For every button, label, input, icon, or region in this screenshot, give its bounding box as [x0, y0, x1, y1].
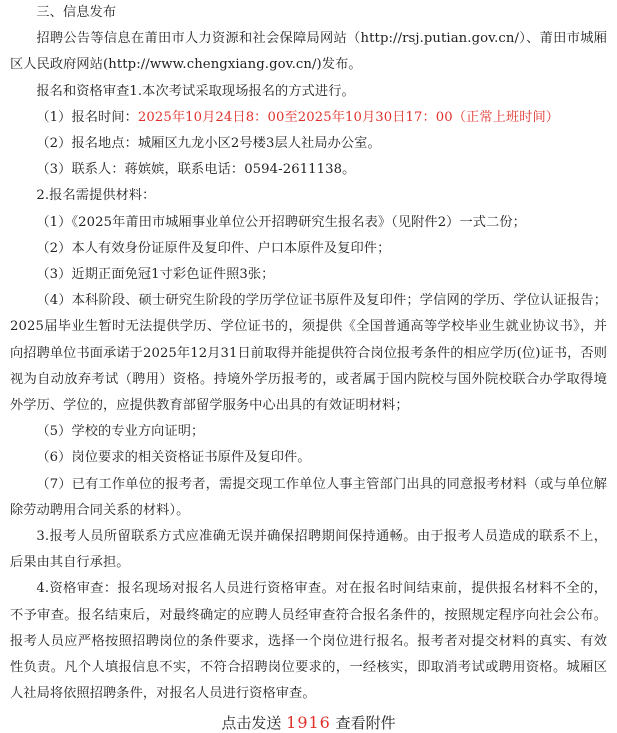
- paragraph-material-1: （1）《2025年莆田市城厢事业单位公开招聘研究生报名表》（见附件2）一式二份；: [36, 214, 526, 230]
- paragraph-materials-heading: 2.报名需提供材料：: [36, 188, 156, 204]
- footer-view-attachment[interactable]: 查看附件: [335, 714, 396, 732]
- registration-time-label: （1）报名时间：: [36, 109, 138, 125]
- attachment-footer[interactable]: [0, 713, 617, 733]
- footer-send-text[interactable]: 点击发送: [221, 714, 282, 732]
- paragraph-material-7: （7）已有工作单位的报考者，需提交现工作单位人事主管部门出具的同意报考材料（或与单位解除劳动聘用合同关系的材料）。: [10, 476, 607, 518]
- paragraph-publish-info: 招聘公告等信息在莆田市人力资源和社会保障局网站（http://rsj.putian.gov.cn/）、莆田市城厢区人民政府网站(http://www.chengxiang.gov.cn/)发布。: [10, 31, 607, 73]
- paragraph-contact: （3）联系人：蒋嫔嫔，联系电话：0594-2611138。: [36, 162, 356, 178]
- paragraph-contact-notice: 3.报考人员所留联系方式应准确无误并确保招聘期间保持通畅。由于报考人员造成的联系不上，后果由其自行承担。: [10, 529, 607, 571]
- paragraph-material-4: （4）本科阶段、硕士研究生阶段的学历学位证书原件及复印件；学信网的学历、学位认证报告；2025届毕业生暂时无法提供学历、学位证书的，须提供《全国普通高等学校毕业生就业协议书》，并向招聘单位书面承诺于2025年12月31日前取得并能提供符合岗位报考条件的相应学历(位)证书，否则视为自动放弃考试（聘用）资格。持境外学历报考的，或者属于国内院校与国外院校联合办学取得境外学历、学位的，应提供教育部留学服务中心出具的有效证明材料；: [10, 293, 607, 414]
- paragraph-registration-time: [0, 105, 617, 131]
- paragraph-material-6: （6）岗位要求的相关资格证书原件及复印件。: [36, 450, 311, 466]
- registration-time-value: 2025年10月24日8：00至2025年10月30日17：00（正常上班时间）: [137, 109, 560, 125]
- paragraph-registration-location: （2）报名地点：城厢区九龙小区2号楼3层人社局办公室。: [36, 136, 381, 152]
- paragraph-material-2: （2）本人有效身份证原件及复印件、户口本原件及复印件；: [36, 240, 391, 256]
- footer-count: 1916: [286, 713, 331, 732]
- section-heading: 三、信息发布: [36, 5, 117, 20]
- paragraph-material-5: （5）学校的专业方向证明；: [36, 424, 205, 440]
- paragraph-qualification-review: 4.资格审查：报名现场对报名人员进行资格审查。对在报名时间结束前，提供报名材料不全的，不予审查。报名结束后，对最终确定的应聘人员经审查符合报名条件的，按照规定程序向社会公布。报考人员应严格按照招聘岗位的条件要求，选择一个岗位进行报名。报考者对提交材料的真实、有效性负责。凡个人填报信息不实，不符合招聘岗位要求的，一经核实，即取消考试或聘用资格。城厢区人社局将依照招聘条件，对报名人员进行资格审查。: [10, 581, 607, 702]
- paragraph-material-3: （3）近期正面免冠1寸彩色证件照3张；: [36, 267, 275, 283]
- paragraph-registration-method: 报名和资格审查1.本次考试采取现场报名的方式进行。: [36, 83, 355, 99]
